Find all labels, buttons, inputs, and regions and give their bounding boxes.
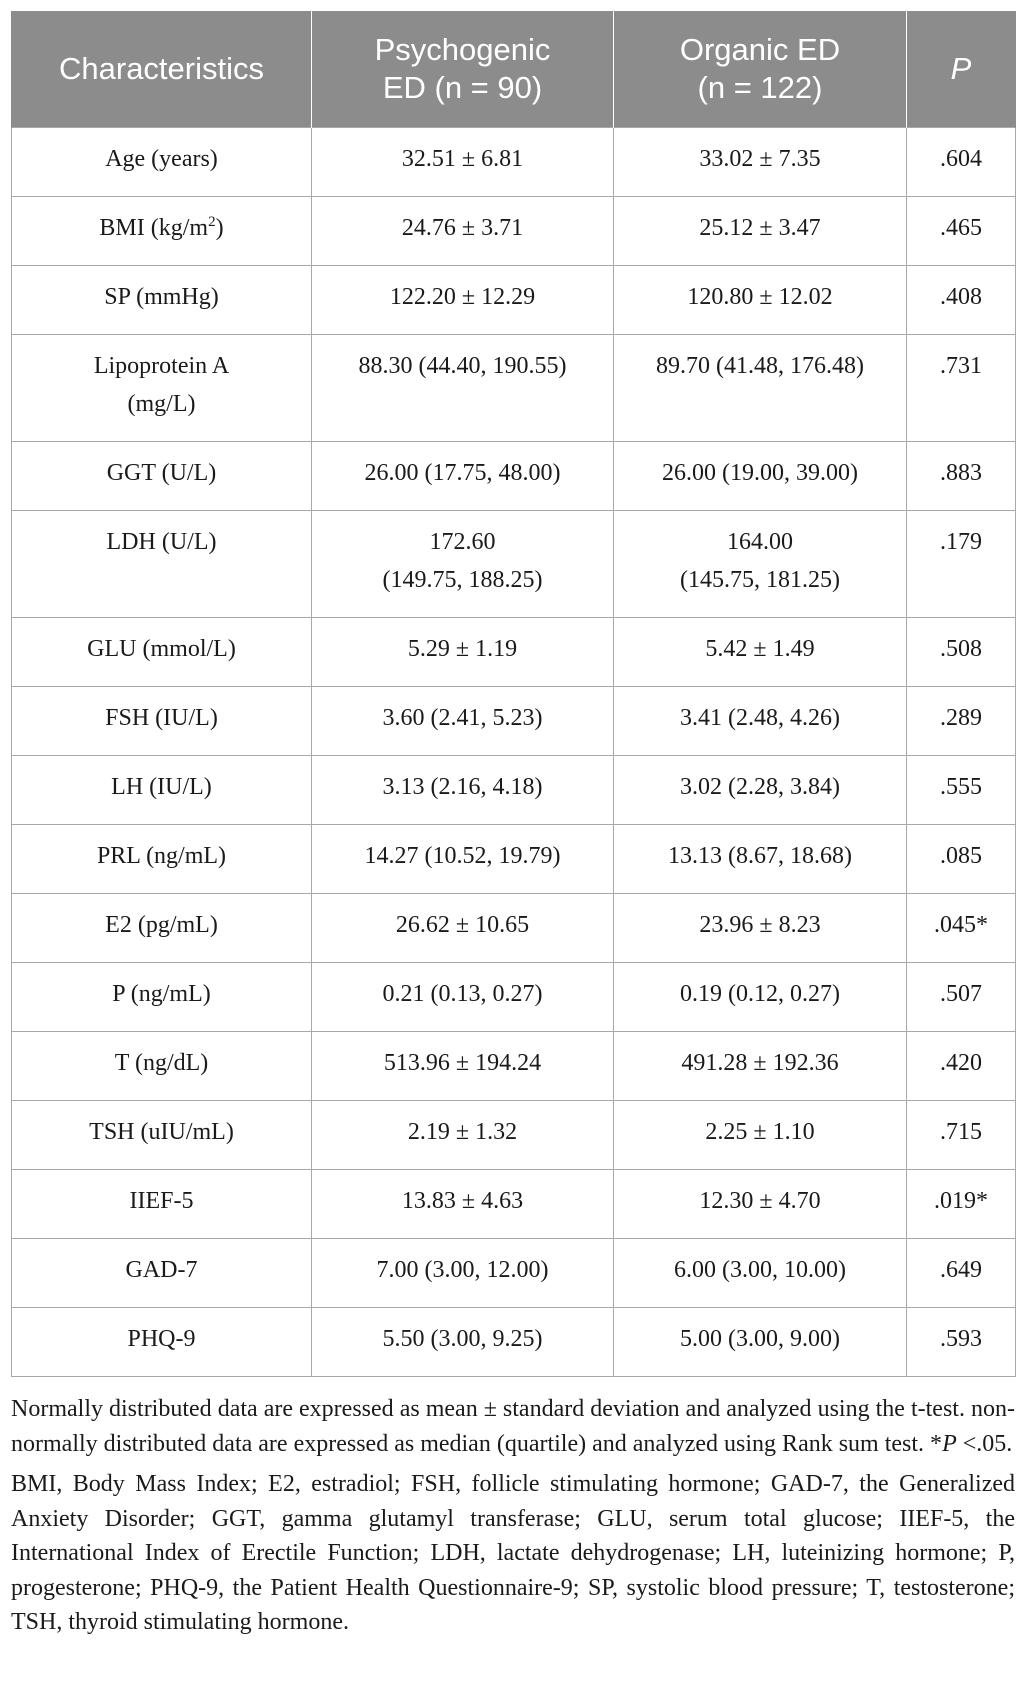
cell-name: Age (years) [12,128,312,197]
cell-name-text: BMI (kg/m [99,215,209,241]
header-organic-line1: Organic ED [679,32,841,67]
cell-p: .715 [907,1101,1016,1170]
cell-p: .179 [907,511,1016,618]
cell-organic: 3.41 (2.48, 4.26) [614,687,907,756]
table-body [12,128,1016,1377]
cell-psychogenic: 5.29 ± 1.19 [312,618,614,687]
table-row-lh [12,756,1016,825]
cell-psychogenic: 3.13 (2.16, 4.18) [312,756,614,825]
table-row-fsh [12,687,1016,756]
table-row-phq-9 [12,1308,1016,1377]
footnote-p-symbol: P [942,1430,957,1457]
cell-organic: 26.00 (19.00, 39.00) [614,442,907,511]
cell-p: .731 [907,335,1016,442]
cell-organic: 5.00 (3.00, 9.00) [614,1308,907,1377]
footnote-statistics [11,1392,1015,1461]
cell-name: TSH (uIU/mL) [12,1101,312,1170]
cell-organic: 120.80 ± 12.02 [614,266,907,335]
cell-name: LH (IU/L) [12,756,312,825]
cell-organic: 89.70 (41.48, 176.48) [614,335,907,442]
cell-organic: 13.13 (8.67, 18.68) [614,825,907,894]
table-row-ggt [12,442,1016,511]
cell-organic-line1: 164.00 [727,529,793,555]
cell-p: .045* [907,894,1016,963]
cell-organic-line2: (145.75, 181.25) [680,567,840,593]
cell-name-suffix: ) [215,215,224,241]
cell-name [12,335,312,442]
footnote-abbreviations: BMI, Body Mass Index; E2, estradiol; FSH, follicle stimulating hormone; GAD-7, the Generalized Anxiety Disorder; GGT, gamma glutamyl transferase; GLU, serum total glucose; IIEF-5, the International Index of Erectile Function; LDH, lactate dehydrogenase; LH, luteinizing hormone; P, progesterone; PHQ-9, the Patient Health Questionnaire-9; SP, systolic blood pressure; T, testosterone; TSH, thyroid stimulating hormone. [11,1471,1015,1635]
cell-name: IIEF-5 [12,1170,312,1239]
cell-name: PHQ-9 [12,1308,312,1377]
table-row-iief-5 [12,1170,1016,1239]
cell-organic: 3.02 (2.28, 3.84) [614,756,907,825]
cell-organic: 5.42 ± 1.49 [614,618,907,687]
cell-name: GAD-7 [12,1239,312,1308]
footnote-threshold: <.05. [956,1430,1013,1457]
table-row-gad-7 [12,1239,1016,1308]
cell-organic: 6.00 (3.00, 10.00) [614,1239,907,1308]
header-organic [614,11,907,128]
cell-name: SP (mmHg) [12,266,312,335]
table-row-age [12,128,1016,197]
cell-p: .508 [907,618,1016,687]
table-footnotes [11,1392,1015,1640]
footnote-statistics-text: Normally distributed data are expressed as mean ± standard deviation and analyzed using the t-test. non-normally distributed data are expressed as median (quartile) and analyzed using Rank sum test. * [11,1396,1015,1457]
header-p-value [907,11,1016,128]
cell-name: GGT (U/L) [12,442,312,511]
cell-p: .649 [907,1239,1016,1308]
cell-psychogenic: 0.21 (0.13, 0.27) [312,963,614,1032]
cell-organic: 2.25 ± 1.10 [614,1101,907,1170]
cell-p: .420 [907,1032,1016,1101]
characteristics-table [11,11,1016,1377]
header-row [12,11,1016,128]
cell-p: .019* [907,1170,1016,1239]
cell-name: PRL (ng/mL) [12,825,312,894]
cell-p: .465 [907,197,1016,266]
table-row-e2 [12,894,1016,963]
cell-name-superscript: 2 [208,214,216,230]
cell-name-line2: (mg/L) [127,391,196,417]
cell-psychogenic: 14.27 (10.52, 19.79) [312,825,614,894]
cell-psychogenic: 88.30 (44.40, 190.55) [312,335,614,442]
cell-psychogenic: 3.60 (2.41, 5.23) [312,687,614,756]
cell-organic: 0.19 (0.12, 0.27) [614,963,907,1032]
cell-psychogenic: 32.51 ± 6.81 [312,128,614,197]
header-psychogenic-line1: Psychogenic [374,32,551,67]
cell-organic: 23.96 ± 8.23 [614,894,907,963]
cell-psychogenic: 26.00 (17.75, 48.00) [312,442,614,511]
table-row-lipoprotein-a [12,335,1016,442]
cell-psychogenic-line1: 172.60 [429,529,496,555]
cell-name: E2 (pg/mL) [12,894,312,963]
data-table-container [11,11,1015,1377]
header-psychogenic [312,11,614,128]
cell-psychogenic: 13.83 ± 4.63 [312,1170,614,1239]
table-row-p [12,963,1016,1032]
table-row-prl [12,825,1016,894]
cell-psychogenic: 26.62 ± 10.65 [312,894,614,963]
cell-psychogenic: 7.00 (3.00, 12.00) [312,1239,614,1308]
header-characteristics [12,11,312,128]
table-row-bmi [12,197,1016,266]
cell-organic: 491.28 ± 192.36 [614,1032,907,1101]
cell-p: .883 [907,442,1016,511]
cell-p: .408 [907,266,1016,335]
cell-psychogenic: 24.76 ± 3.71 [312,197,614,266]
cell-p: .604 [907,128,1016,197]
header-p-label: P [950,51,972,86]
cell-name: T (ng/dL) [12,1032,312,1101]
cell-name: FSH (IU/L) [12,687,312,756]
table-row-sp [12,266,1016,335]
header-characteristics-label: Characteristics [59,51,264,86]
cell-organic: 25.12 ± 3.47 [614,197,907,266]
cell-name: LDH (U/L) [12,511,312,618]
cell-p: .289 [907,687,1016,756]
cell-p: .507 [907,963,1016,1032]
cell-p: .555 [907,756,1016,825]
cell-psychogenic: 5.50 (3.00, 9.25) [312,1308,614,1377]
header-psychogenic-line2: ED (n = 90) [382,70,543,105]
cell-organic [614,511,907,618]
cell-p: .085 [907,825,1016,894]
header-organic-line2: (n = 122) [697,70,823,105]
cell-p: .593 [907,1308,1016,1377]
cell-psychogenic-line2: (149.75, 188.25) [382,567,543,593]
cell-name: P (ng/mL) [12,963,312,1032]
cell-psychogenic [312,511,614,618]
cell-name [12,197,312,266]
cell-psychogenic: 513.96 ± 194.24 [312,1032,614,1101]
table-row-glu [12,618,1016,687]
table-row-ldh [12,511,1016,618]
cell-psychogenic: 122.20 ± 12.29 [312,266,614,335]
cell-psychogenic: 2.19 ± 1.32 [312,1101,614,1170]
cell-organic: 33.02 ± 7.35 [614,128,907,197]
cell-organic: 12.30 ± 4.70 [614,1170,907,1239]
cell-name: GLU (mmol/L) [12,618,312,687]
table-header [12,11,1016,128]
table-row-t [12,1032,1016,1101]
table-row-tsh [12,1101,1016,1170]
cell-name-line1: Lipoprotein A [93,353,230,379]
